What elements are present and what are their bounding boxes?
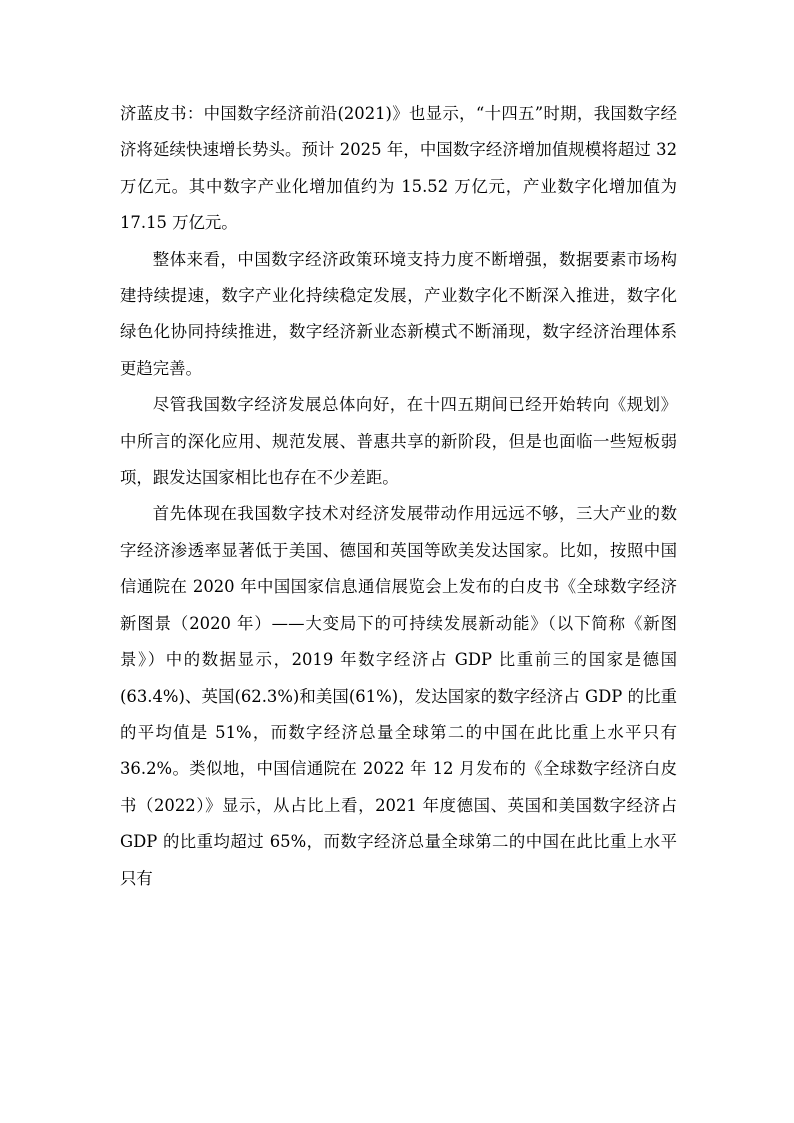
paragraph-4: 首先体现在我国数字技术对经济发展带动作用远远不够，三大产业的数字经济渗透率显著低于美国、德国和英国等欧美发达国家。比如，按照中国信通院在 2020 年中国国家信息通信展览会上发布的白皮书《全球数字经济新图景（2020 年）——大变局下的可持续发展新动能》（以下简称《新图景》）中的数据显示，2019 年数字经济占 GDP 比重前三的国家是德国(63.4%)、英国(62.3%)和美国(61%)，发达国家的数字经济占 GDP 的比重的平均值是 51%，而数字经济总量全球第二的中国在此比重上水平只有 36.2%。类似地，中国信通院在 2022 年 12 月发布的《全球数字经济白皮书（2022）》显示，从占比上看，2021 年度德国、英国和美国数字经济占 GDP 的比重均超过 65%，而数字经济总量全球第二的中国在此比重上水平只有 <box>120 504 677 888</box>
document-body <box>120 96 677 897</box>
paragraph-1: 济蓝皮书：中国数字经济前沿(2021)》也显示，“十四五”时期，我国数字经济将延续快速增长势头。预计 2025 年，中国数字经济增加值规模将超过 32 万亿元。其中数字产业化增加值约为 15.52 万亿元，产业数字化增加值为 17.15 万亿元。 <box>120 104 677 233</box>
paragraph-3: 尽管我国数字经济发展总体向好，在十四五期间已经开始转向《规划》中所言的深化应用、规范发展、普惠共享的新阶段，但是也面临一些短板弱项，跟发达国家相比也存在不少差距。 <box>120 395 677 488</box>
paragraph-2: 整体来看，中国数字经济政策环境支持力度不断增强，数据要素市场构建持续提速，数字产业化持续稳定发展，产业数字化不断深入推进，数字化绿色化协同持续推进，数字经济新业态新模式不断涌现，数字经济治理体系更趋完善。 <box>120 249 677 378</box>
